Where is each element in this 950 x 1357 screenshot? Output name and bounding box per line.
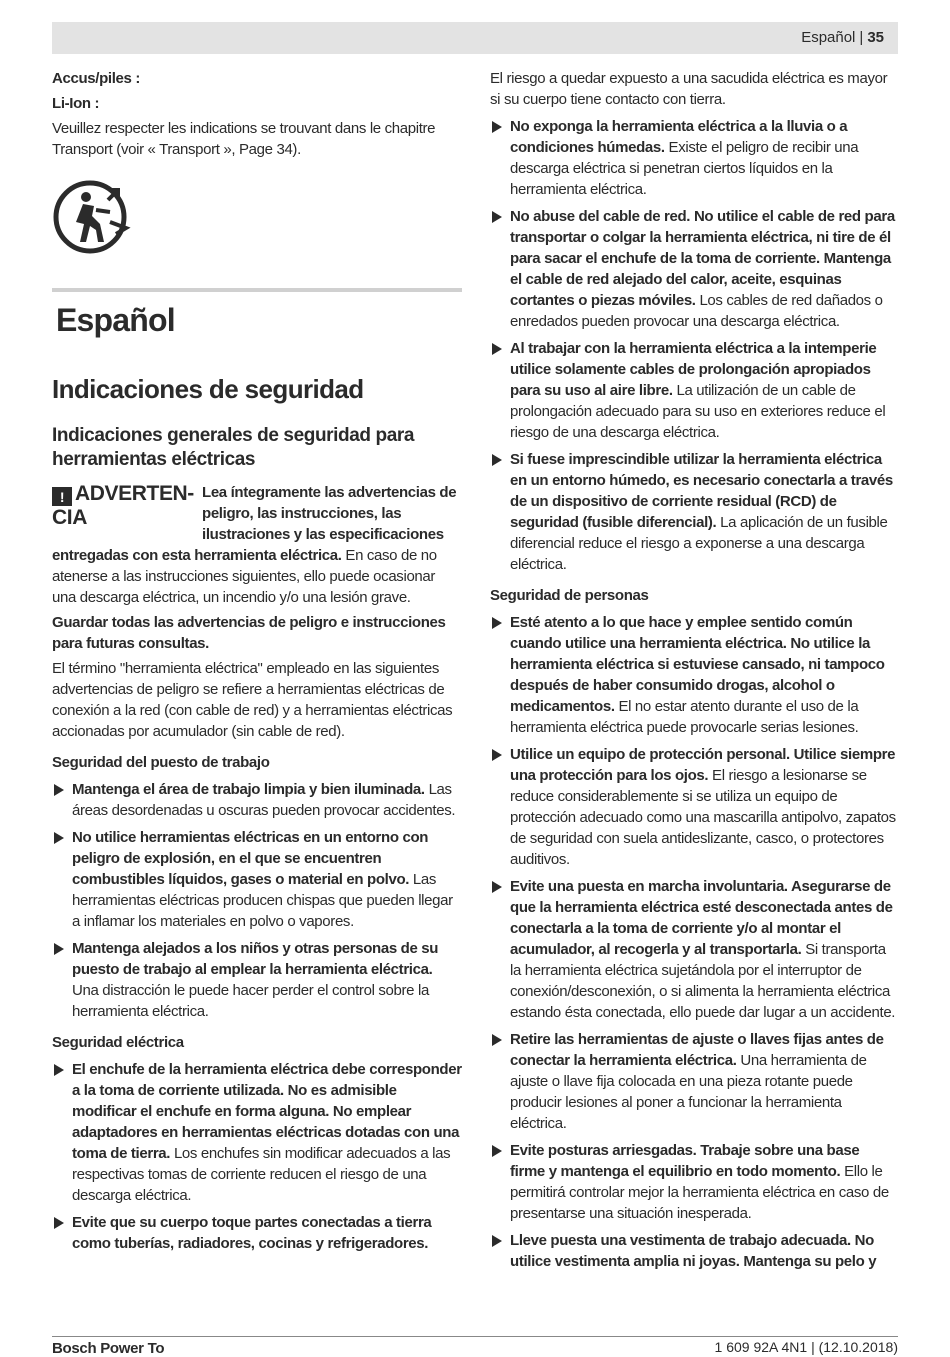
bullet-text: La utilización de un cable de prolongación adecuado para su uso en exteriores reduce el riesgo de una descarga eléctrica. (510, 382, 886, 441)
bullet-item (52, 827, 462, 932)
bullet-bold: Evite una puesta en marcha involuntaria. Asegurarse de que la herramienta eléctrica esté desconectada antes de conectarla a la toma de corriente y/o al montar el acumulador, al recogerla y al transportarla. (510, 878, 893, 958)
bullet-bold: Evite que su cuerpo toque partes conectadas a tierra como tuberías, radiadores, cocinas y refrigeradores. (72, 1214, 432, 1252)
electrical-list (52, 1059, 462, 1254)
bullet-bold: Utilice un equipo de protección personal. Utilice siempre una protección para los ojos. (510, 746, 896, 784)
warning-label: ADVERTEN- CIA (52, 482, 194, 529)
bullet-text: Los enchufes sin modificar adecuados a las respectivas tomas de corriente reducen el riesgo de una descarga eléctrica. (72, 1145, 451, 1204)
general-safety-title: Indicaciones generales de seguridad para herramientas eléctricas (52, 425, 415, 470)
bullet-bold: Mantenga alejados a los niños y otras personas de su puesto de trabajo al emplear la herramienta eléctrica. (72, 940, 439, 978)
bullet-text: Existe el peligro de recibir una descarga eléctrica si penetran ciertos líquidos en la herramienta eléctrica. (510, 139, 859, 198)
warning-badge (52, 482, 202, 530)
bullet-item (52, 938, 462, 1022)
bullet-item (490, 449, 898, 575)
bullet-bold: Si fuese imprescindible utilizar la herramienta eléctrica en un entorno húmedo, es necesario conectarla a través de un dispositivo de corriente residual (RCD) de seguridad (fusible diferencial). (510, 451, 893, 531)
bullet-item (490, 1140, 898, 1224)
personal-heading: Seguridad de personas (490, 587, 649, 604)
recycle-battery-icon (52, 176, 134, 258)
bullet-bold: No abuse del cable de red. No utilice el cable de red para transportar o colgar la herramienta eléctrica, ni tire de él para sacar el enchufe de la toma de corriente. Mantenga el cable de red alejado del calor, aceite, esquinas cortantes o piezas móviles. (510, 208, 895, 309)
warning-triangle-icon: ! (52, 487, 72, 506)
bullet-text: El no estar atento durante el uso de la herramienta eléctrica puede provocarle serias lesiones. (510, 698, 859, 736)
bullet-item (490, 206, 898, 332)
right-column (490, 68, 898, 1272)
bullet-bold: Al trabajar con la herramienta eléctrica a la intemperie utilice solamente cables de prolongación apropiados para su uso al aire libre. (510, 340, 877, 399)
personal-safety-list (490, 612, 898, 1272)
footer-divider (52, 1336, 898, 1337)
bullet-item (490, 1029, 898, 1134)
keep-instructions: Guardar todas las advertencias de peligro e instrucciones para futuras consultas. (52, 614, 446, 652)
section-divider (52, 288, 462, 292)
bullet-text: Ello le permitirá controlar mejor la herramienta eléctrica en caso de presentarse una situación inesperada. (510, 1163, 889, 1222)
liion-heading: Li-Ion : (52, 95, 100, 112)
electrical-list-continued (490, 116, 898, 575)
bullet-item (490, 744, 898, 870)
header-separator: | (859, 29, 864, 46)
bullet-item (52, 779, 462, 821)
bullet-item (490, 338, 898, 443)
continued-text: El riesgo a quedar expuesto a una sacudida eléctrica es mayor si su cuerpo tiene contacto con tierra. (490, 70, 888, 108)
bullet-bold: No exponga la herramienta eléctrica a la lluvia o a condiciones húmedas. (510, 118, 848, 156)
bullet-text: Una distracción le puede hacer perder el control sobre la herramienta eléctrica. (72, 982, 429, 1020)
bullet-text: La aplicación de un fusible diferencial reduce el riesgo a exponerse a una descarga eléctrica. (510, 514, 888, 573)
bullet-bold: Evite posturas arriesgadas. Trabaje sobre una base firme y mantenga el equilibrio en todo momento. (510, 1142, 860, 1180)
bullet-bold: Retire las herramientas de ajuste o llaves fijas antes de conectar la herramienta eléctrica. (510, 1031, 884, 1069)
warning-block (52, 482, 462, 608)
electrical-heading: Seguridad eléctrica (52, 1034, 184, 1051)
language-title: Español (56, 302, 175, 338)
bullet-text: Si transporta la herramienta eléctrica sujetándola por el interruptor de conexión/desconexión, o si alimenta la herramienta eléctrica estando ésta conectada, ello puede dar lugar a un accidente. (510, 941, 896, 1021)
bullet-item (490, 1230, 898, 1272)
warning-bold: Lea íntegramente las advertencias de peligro, las instrucciones, las ilustraciones y las especificaciones entregadas con esta herramienta eléctrica. (52, 484, 457, 564)
liion-text: Veuillez respecter les indications se trouvant dans le chapitre Transport (voir « Transport », Page 34). (52, 120, 436, 158)
work-area-list (52, 779, 462, 1022)
footer-doc-id: 1 609 92A 4N1 | (12.10.2018) (714, 1339, 898, 1355)
bullet-bold: El enchufe de la herramienta eléctrica debe corresponder a la toma de corriente utilizada. No es admisible modificar el enchufe en forma alguna. No emplear adaptadores en herramientas eléctricas dotadas con una toma de tierra. (72, 1061, 462, 1162)
bullet-item (52, 1059, 462, 1206)
bullet-bold: Esté atento a lo que hace y emplee sentido común cuando utilice una herramienta eléctrica. No utilice la herramienta eléctrica si estuviese cansado, ni tampoco después de haber consumido drogas, alcohol o medicamentos. (510, 614, 885, 715)
page-number: 35 (867, 29, 884, 46)
term-definition: El término "herramienta eléctrica" empleado en las siguientes advertencias de peligro se refiere a herramientas eléctricas de conexión a la red (con cable de red) y a herramientas eléctricas accionadas por acumulador (sin cable de red). (52, 660, 453, 740)
bullet-text: El riesgo a lesionarse se reduce considerablemente si se utiliza un equipo de protección adecuado como una mascarilla antipolvo, zapatos de seguridad con suela antideslizante, casco, o protectores auditivos. (510, 767, 896, 868)
bullet-bold: Lleve puesta una vestimenta de trabajo adecuada. No utilice vestimenta amplia ni joyas. Mantenga su pelo y (510, 1232, 877, 1270)
footer-brand: Bosch Power To (52, 1340, 165, 1357)
header-language: Español (801, 29, 856, 46)
bullet-item (490, 116, 898, 200)
bullet-text: Los cables de red dañados o enredados pueden provocar una descarga eléctrica. (510, 292, 883, 330)
bullet-item (490, 876, 898, 1023)
bullet-bold: Mantenga el área de trabajo limpia y bien iluminada. (72, 781, 425, 798)
bullet-text: Una herramienta de ajuste o llave fija colocada en una pieza rotante puede producir lesiones al poner a funcionar la herramienta eléctrica. (510, 1052, 867, 1132)
safety-title: Indicaciones de seguridad (52, 374, 364, 404)
accus-heading: Accus/piles : (52, 70, 140, 87)
page-header (52, 22, 898, 54)
bullet-item (490, 612, 898, 738)
bullet-text: Las herramientas eléctricas producen chispas que pueden llegar a inflamar los materiales en polvo o vapores. (72, 871, 453, 930)
bullet-text: Las áreas desordenadas u oscuras pueden provocar accidentes. (72, 781, 456, 819)
header-label (801, 29, 884, 46)
left-column (52, 68, 462, 1254)
work-area-heading: Seguridad del puesto de trabajo (52, 754, 270, 771)
bullet-bold: No utilice herramientas eléctricas en un entorno con peligro de explosión, en el que se encuentren combustibles líquidos, gases o material en polvo. (72, 829, 429, 888)
bullet-item (52, 1212, 462, 1254)
warning-detail: En caso de no atenerse a las instrucciones siguientes, ello puede ocasionar una descarga eléctrica, un incendio y/o una lesión grave. (52, 547, 437, 606)
